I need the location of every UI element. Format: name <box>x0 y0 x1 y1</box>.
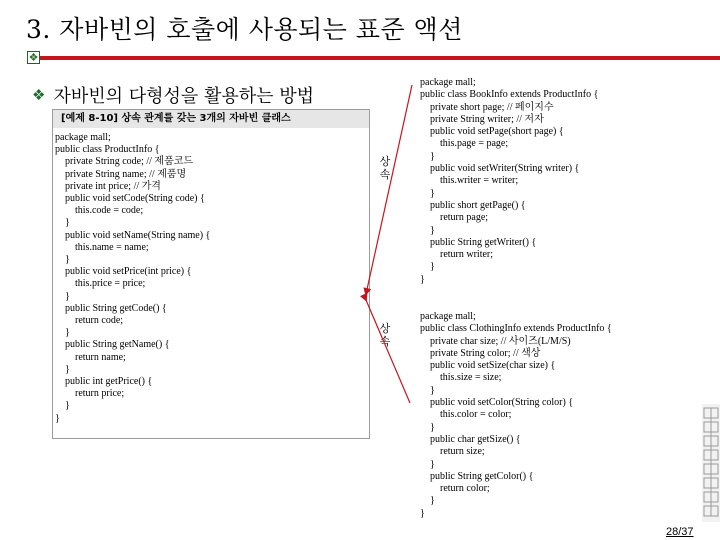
inherit-label-top: 상 속 <box>379 155 391 181</box>
page-number: 28/37 <box>666 526 694 538</box>
bullet-text: 자바빈의 다형성을 활용하는 방법 <box>53 86 315 107</box>
diamond-bullet-icon: ❖ <box>28 51 39 64</box>
clover-bullet-icon: ❖ <box>32 86 46 104</box>
example-header: [예제 8-10] 상속 관계를 갖는 3개의 자바빈 클래스 <box>53 110 369 128</box>
inherit-label-bottom: 상 속 <box>379 322 391 348</box>
slide-title: 3. 자바빈의 호출에 사용되는 표준 액션 <box>26 15 463 44</box>
arrow-to-productinfo-bottom <box>366 300 410 403</box>
corner-pattern-decoration <box>702 404 720 522</box>
clothinginfo-code: package mall; public class ClothingInfo extends ProductInfo { private char size; // 사이즈(L/M/S) private String color; // 색상 public void setSize(char size) { this.size = size; } public void setColor(String color) { this.color = color; } public char getSize() { return size; } public String getColor() { return color; } } <box>420 311 612 519</box>
productinfo-code: package mall; public class ProductInfo { private String code; // 제품코드 private String name; // 제품명 private int price; // 가격 public void setCode(String code) { this.code = code; } public void setName(String name) { this.name = name; } public void setPrice(int price) { this.price = price; } public String getCode() { return code; } public String getName() { return name; } public int getPrice() { return price; } } <box>55 132 211 424</box>
arrow-to-productinfo-top <box>366 85 412 294</box>
bookinfo-code: package mall; public class BookInfo extends ProductInfo { private short page; // 페이지수 private String writer; // 저자 public void setPage(short page) { this.page = page; } public void setWriter(String writer) { this.writer = writer; } public short getPage() { return page; } public String getWriter() { return writer; } } <box>420 77 599 285</box>
